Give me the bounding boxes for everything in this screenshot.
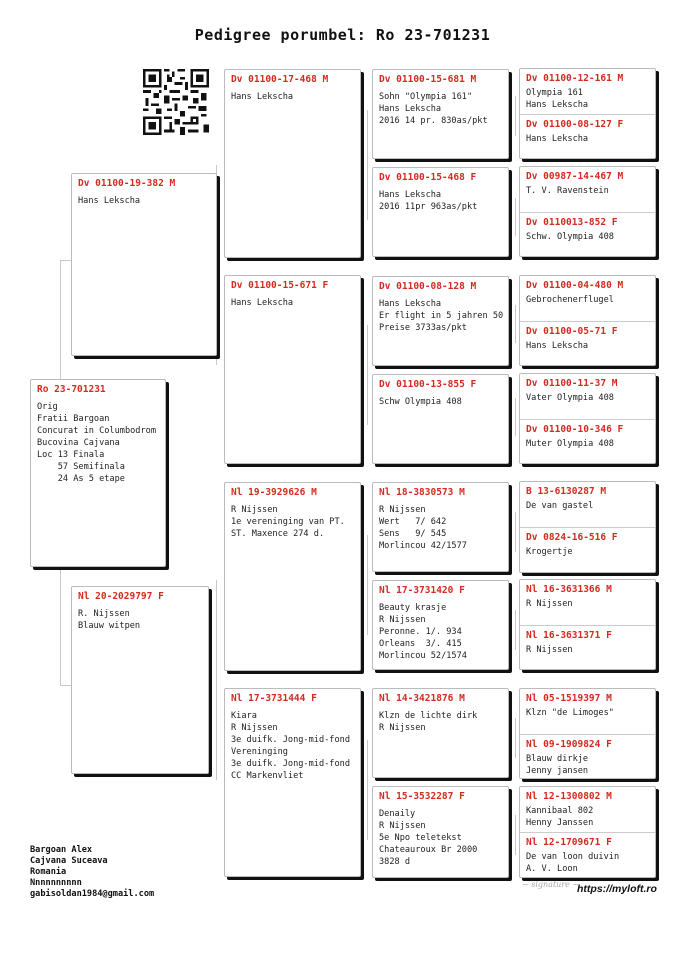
pigeon-card-g3[interactable] (372, 276, 509, 366)
pigeon-info: Krogertje (526, 547, 573, 557)
ring-number: Nl 05-1519397 M (526, 693, 612, 704)
pigeon-info: Olympia 161 Hans Lekscha (526, 88, 589, 110)
pigeon-info: Beauty krasje R Nijssen Peronne. 1/. 934 Orleans 3/. 415 Morlincou 52/1574 (379, 603, 467, 661)
ring-number: Nl 20-2029797 F (78, 591, 164, 602)
ring-number: Dv 0110013-852 F (526, 217, 618, 228)
pigeon-card-g4[interactable] (520, 625, 655, 670)
page-title: Pedigree porumbel: Ro 23-701231 (194, 26, 491, 44)
ring-number: Dv 01100-08-128 M (379, 281, 477, 292)
pigeon-card-g3[interactable] (372, 69, 509, 159)
pigeon-info: Kannibaal 802 Henny Janssen (526, 806, 594, 828)
pigeon-pair-card (519, 68, 656, 159)
pigeon-card-g4[interactable] (520, 321, 655, 366)
pigeon-card-g4[interactable] (520, 580, 655, 624)
pigeon-card-g4[interactable] (520, 482, 655, 526)
ring-number: Dv 01100-19-382 M (78, 178, 176, 189)
ring-number: B 13-6130287 M (526, 486, 607, 497)
pigeon-card-g4[interactable] (520, 527, 655, 573)
ring-number: Nl 17-3731420 F (379, 585, 465, 596)
pigeon-info: Klzn de lichte dirk R Nijssen (379, 711, 478, 733)
pigeon-card-g2[interactable] (224, 275, 361, 464)
qr-code-icon (143, 69, 209, 135)
pigeon-card-g4[interactable] (520, 69, 655, 113)
pigeon-card-g3[interactable] (372, 688, 509, 778)
ring-number: Dv 01100-08-127 F (526, 119, 624, 130)
ring-number: Nl 09-1909824 F (526, 739, 612, 750)
pigeon-info: Denaily R Nijssen 5e Npo teletekst Chateauroux Br 2000 3828 d (379, 809, 478, 867)
pigeon-card-g4[interactable] (520, 114, 655, 159)
ring-number: Nl 16-3631371 F (526, 630, 612, 641)
pigeon-card-g3[interactable] (372, 580, 509, 670)
pigeon-pair-card (519, 481, 656, 573)
pigeon-info: Hans Lekscha (526, 134, 589, 144)
ring-number: Nl 17-3731444 F (231, 693, 317, 704)
pigeon-card-g4[interactable] (520, 212, 655, 257)
pigeon-card-g4[interactable] (520, 276, 655, 320)
pigeon-card-g4[interactable] (520, 787, 655, 831)
ring-number: Dv 01100-17-468 M (231, 74, 329, 85)
ring-number: Nl 19-3929626 M (231, 487, 317, 498)
pigeon-pair-card (519, 166, 656, 257)
ring-number: Dv 01100-05-71 F (526, 326, 618, 337)
pigeon-card-g2[interactable] (224, 482, 361, 671)
ring-number: Dv 01100-15-681 M (379, 74, 477, 85)
pigeon-info: Klzn "de Limoges" (526, 708, 614, 718)
pigeon-info: Gebrochenerflugel (526, 295, 614, 305)
pigeon-card-g4[interactable] (520, 689, 655, 733)
pigeon-pair-card (519, 275, 656, 366)
pigeon-pair-card (519, 373, 656, 464)
pigeon-info: R Nijssen Wert 7/ 642 Sens 9/ 545 Morlincou 42/1577 (379, 505, 467, 551)
pigeon-info: R Nijssen (526, 645, 573, 655)
pigeon-card-g4[interactable] (520, 734, 655, 779)
pigeon-info: T. V. Ravenstein (526, 186, 609, 196)
pigeon-info: R. Nijssen Blauw witpen (78, 609, 141, 631)
pigeon-card-g3[interactable] (372, 482, 509, 572)
pigeon-info: Hans Lekscha 2016 11pr 963as/pkt (379, 190, 478, 212)
pigeon-card-g3[interactable] (372, 167, 509, 257)
pigeon-info: De van loon duivin A. V. Loon (526, 852, 620, 874)
pigeon-info: Hans Lekscha (231, 92, 294, 102)
website-link[interactable]: https://myloft.ro (577, 883, 657, 895)
pigeon-info: Schw Olympia 408 (379, 397, 462, 407)
pigeon-info: Blauw dirkje Jenny jansen (526, 754, 589, 776)
pigeon-card-g4[interactable] (520, 167, 655, 211)
ring-number: Nl 15-3532287 F (379, 791, 465, 802)
pigeon-info: R Nijssen 1e vereninging van PT. ST. Maxence 274 d. (231, 505, 345, 539)
pigeon-card-g4[interactable] (520, 832, 655, 878)
pigeon-pair-card (519, 579, 656, 670)
ring-number: Dv 01100-13-855 F (379, 379, 477, 390)
pigeon-card-subject[interactable] (30, 379, 166, 567)
signature-icon: ~ signature ~ (522, 880, 580, 889)
pigeon-info: Sohn "Olympia 161" Hans Lekscha 2016 14 pr. 830as/pkt (379, 92, 488, 126)
pigeon-info: Kiara R Nijssen 3e duifk. Jong-mid-fond Vereninging 3e duifk. Jong-mid-fond CC Markenvliet (231, 711, 350, 781)
pigeon-card-g4[interactable] (520, 374, 655, 418)
ring-number: Nl 18-3830573 M (379, 487, 465, 498)
owner-contact: Bargoan Alex Cajvana Suceava Romania Nnnnnnnnnn gabisoldan1984@gmail.com (30, 845, 155, 899)
pigeon-info: Schw. Olympia 408 (526, 232, 614, 242)
ring-number: Nl 12-1300802 M (526, 791, 612, 802)
ring-number: Dv 01100-04-480 M (526, 280, 624, 291)
pigeon-card-g3[interactable] (372, 786, 509, 878)
ring-number: Dv 01100-10-346 F (526, 424, 624, 435)
pigeon-card-g3[interactable] (372, 374, 509, 464)
pigeon-info: Muter Olympia 408 (526, 439, 614, 449)
pigeon-info: Vater Olympia 408 (526, 393, 614, 403)
pigeon-info: Hans Lekscha (78, 196, 141, 206)
ring-number: Dv 0824-16-516 F (526, 532, 618, 543)
pigeon-pair-card (519, 688, 656, 779)
pigeon-info: Hans Lekscha Er flight in 5 jahren 50 Preise 3733as/pkt (379, 299, 504, 333)
pigeon-info: Hans Lekscha (231, 298, 294, 308)
pigeon-pair-card (519, 786, 656, 878)
pigeon-card-g4[interactable] (520, 419, 655, 464)
pigeon-card-dam[interactable] (71, 586, 209, 774)
pigeon-info: Hans Lekscha (526, 341, 589, 351)
pigeon-info: R Nijssen (526, 599, 573, 609)
pigeon-info: Orig Fratii Bargoan Concurat in Columbodrom Bucovina Cajvana Loc 13 Finala 57 Semifinala 24 As 5 etape (37, 402, 156, 484)
pigeon-card-sire[interactable] (71, 173, 217, 356)
pigeon-card-g2[interactable] (224, 69, 361, 258)
ring-number: Nl 14-3421876 M (379, 693, 465, 704)
ring-number: Nl 12-1709671 F (526, 837, 612, 848)
ring-number: Dv 01100-15-468 F (379, 172, 477, 183)
ring-number: Dv 01100-15-671 F (231, 280, 329, 291)
pigeon-info: De van gastel (526, 501, 594, 511)
ring-number: Dv 00987-14-467 M (526, 171, 624, 182)
ring-number: Ro 23-701231 (37, 384, 106, 395)
ring-number: Nl 16-3631366 M (526, 584, 612, 595)
ring-number: Dv 01100-12-161 M (526, 73, 624, 84)
pigeon-card-g2[interactable] (224, 688, 361, 877)
ring-number: Dv 01100-11-37 M (526, 378, 618, 389)
